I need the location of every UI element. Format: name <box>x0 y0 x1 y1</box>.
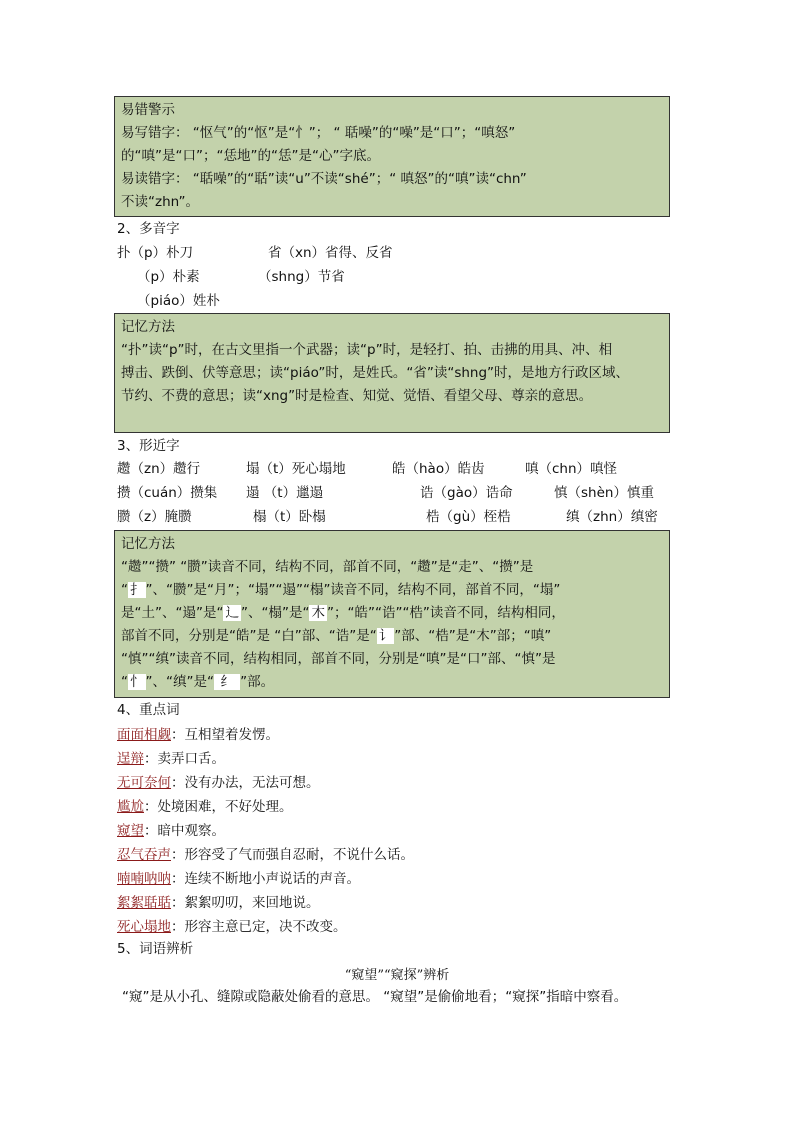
section-2-heading: 2、多音字 <box>117 221 180 237</box>
memory-2-line-6: “ 忄 ”、“缜”是“ 纟 ”部。 <box>121 674 275 690</box>
vocab-definition: ：处境困难，不好处理。 <box>144 799 293 815</box>
vocab-item <box>117 915 414 939</box>
radical-highlight: 讠 <box>378 628 393 644</box>
vocab-definition: ：形容受了气而强自忍耐，不说什么话。 <box>171 847 414 863</box>
vocab-item <box>117 867 414 891</box>
warning-line-1: 易写错字： “怄气”的“怄”是“忄”； “ 聒噪”的“噪”是“口”；“嗔怒” <box>121 125 516 141</box>
memory-1-line-2: 搏击、跌倒、伏等意思；读“piáo”时，是姓氏。“省”读“shng”时，是地方行政区域、 <box>121 365 630 381</box>
similar-row-3-col-3: 梏（gù）桎梏 <box>426 509 511 525</box>
similar-row-2-col-2: 遢 （t）邋遢 <box>246 485 324 501</box>
vocab-definition: ：形容主意已定，决不改变。 <box>171 919 347 935</box>
vocab-term: 面面相觑 <box>117 727 171 743</box>
memory-box-1 <box>114 313 670 433</box>
memory-title-2: 记忆方法 <box>121 536 175 552</box>
polyphone-row-3a: （piáo）姓朴 <box>137 293 220 309</box>
section-4-heading: 4、重点词 <box>117 702 180 718</box>
vocab-term: 逞辩 <box>117 751 144 767</box>
vocab-item <box>117 843 414 867</box>
memory-2-line-3: 是“土”、“遢”是“ 辶 ”、“榻”是“ 木 ”；“皓”“诰”“梏”读音不同，结构相同， <box>121 605 565 621</box>
vocab-definition: ：没有办法，无法可想。 <box>171 775 320 791</box>
memory-2-line-2: “ 扌 ”、“臜”是“月”；“塌”“遢”“榻”读音不同，结构不同，部首不同，“塌” <box>121 582 561 598</box>
vocab-term: 尴尬 <box>117 799 144 815</box>
memory-2-line-1: “趱”“攒” “臜”读音不同，结构不同，部首不同，“趱”是“走”、“攒”是 <box>121 559 534 575</box>
warning-line-3: 易读错字： “聒噪”的“聒”读“u”不读“shé”；“ 嗔怒”的“嗔”读“chn” <box>121 171 527 187</box>
similar-row-1-col-4: 嗔（chn）嗔怪 <box>525 461 618 477</box>
similar-row-1-col-3: 皓（hào）皓齿 <box>392 461 485 477</box>
memory-title-1: 记忆方法 <box>121 319 175 335</box>
vocab-item <box>117 747 414 771</box>
vocab-definition: ：絮絮叨叨，来回地说。 <box>171 895 320 911</box>
warning-box <box>114 96 670 217</box>
vocab-term: 无可奈何 <box>117 775 171 791</box>
vocab-item <box>117 771 414 795</box>
radical-highlight: 忄 <box>130 674 144 690</box>
vocab-definition: ：互相望着发愣。 <box>171 727 279 743</box>
section-5-heading: 5、词语辨析 <box>117 941 194 957</box>
vocab-term: 絮絮聒聒 <box>117 895 171 911</box>
radical-highlight: 纟 <box>215 674 239 690</box>
vocab-term: 窥望 <box>117 823 144 839</box>
radical-highlight: 扌 <box>130 582 144 598</box>
similar-row-3-col-2: 榻（t）卧榻 <box>253 509 326 525</box>
polyphone-row-2b: （shng）节省 <box>258 269 345 285</box>
vocab-term: 喃喃呐呐 <box>117 871 171 887</box>
vocab-list <box>117 723 414 939</box>
memory-1-line-1: “扑”读“p”时，在古文里指一个武器；读“p”时，是轻打、拍、击拂的用具、冲、相 <box>121 342 613 358</box>
similar-row-3-col-1: 臜（z）腌臜 <box>117 509 192 525</box>
warning-line-2: 的“嗔”是“口”；“恁地”的“恁”是“心”字底。 <box>121 148 380 164</box>
radical-highlight: 木 <box>311 605 325 621</box>
warning-title: 易错警示 <box>121 102 175 118</box>
polyphone-row-1a: 扑（p）朴刀 <box>117 245 194 261</box>
similar-row-1-col-2: 塌（t）死心塌地 <box>246 461 346 477</box>
similar-row-2-col-1: 攒（cuán）攒集 <box>117 485 218 501</box>
vocab-definition: ：卖弄口舌。 <box>144 751 225 767</box>
memory-1-line-3: 节约、不费的意思；读“xng”时是检查、知觉、觉悟、看望父母、尊亲的意思。 <box>121 388 593 404</box>
memory-2-line-4: 部首不同，分别是“皓”是 “白”部、“诰”是“ 讠 ”部、“梏”是“木”部；“嗔” <box>121 628 552 644</box>
vocab-item <box>117 795 414 819</box>
vocab-definition: ：连续不断地小声说话的声音。 <box>171 871 360 887</box>
radical-highlight: 辶 <box>225 605 239 621</box>
vocab-definition: ：暗中观察。 <box>144 823 225 839</box>
vocab-item <box>117 891 414 915</box>
section-3-heading: 3、形近字 <box>117 438 180 454</box>
warning-line-4: 不读“zhn”。 <box>121 194 199 210</box>
vocab-item <box>117 819 414 843</box>
vocab-term: 忍气吞声 <box>117 847 171 863</box>
memory-box-2 <box>114 530 670 698</box>
similar-row-1-col-1: 趱（zn）趱行 <box>117 461 201 477</box>
similar-row-2-col-3: 诰（gào）诰命 <box>420 485 513 501</box>
analysis-subtitle: “窥望”“窥探”辨析 <box>344 968 450 983</box>
vocab-term: 死心塌地 <box>117 919 171 935</box>
similar-row-3-col-4: 缜（zhn）缜密 <box>566 509 658 525</box>
polyphone-row-1b: 省（xn）省得、反省 <box>268 245 393 261</box>
vocab-item <box>117 723 414 747</box>
polyphone-row-2a: （p）朴素 <box>137 269 200 285</box>
similar-row-2-col-4: 慎（shèn）慎重 <box>554 485 654 501</box>
analysis-line: “窥”是从小孔、缝隙或隐蔽处偷看的意思。 “窥望”是偷偷地看；“窥探”指暗中察看。 <box>122 989 628 1005</box>
memory-2-line-5: “慎”“缜”读音不同，结构相同，部首不同，分别是“嗔”是“口”部、“慎”是 <box>121 651 556 667</box>
